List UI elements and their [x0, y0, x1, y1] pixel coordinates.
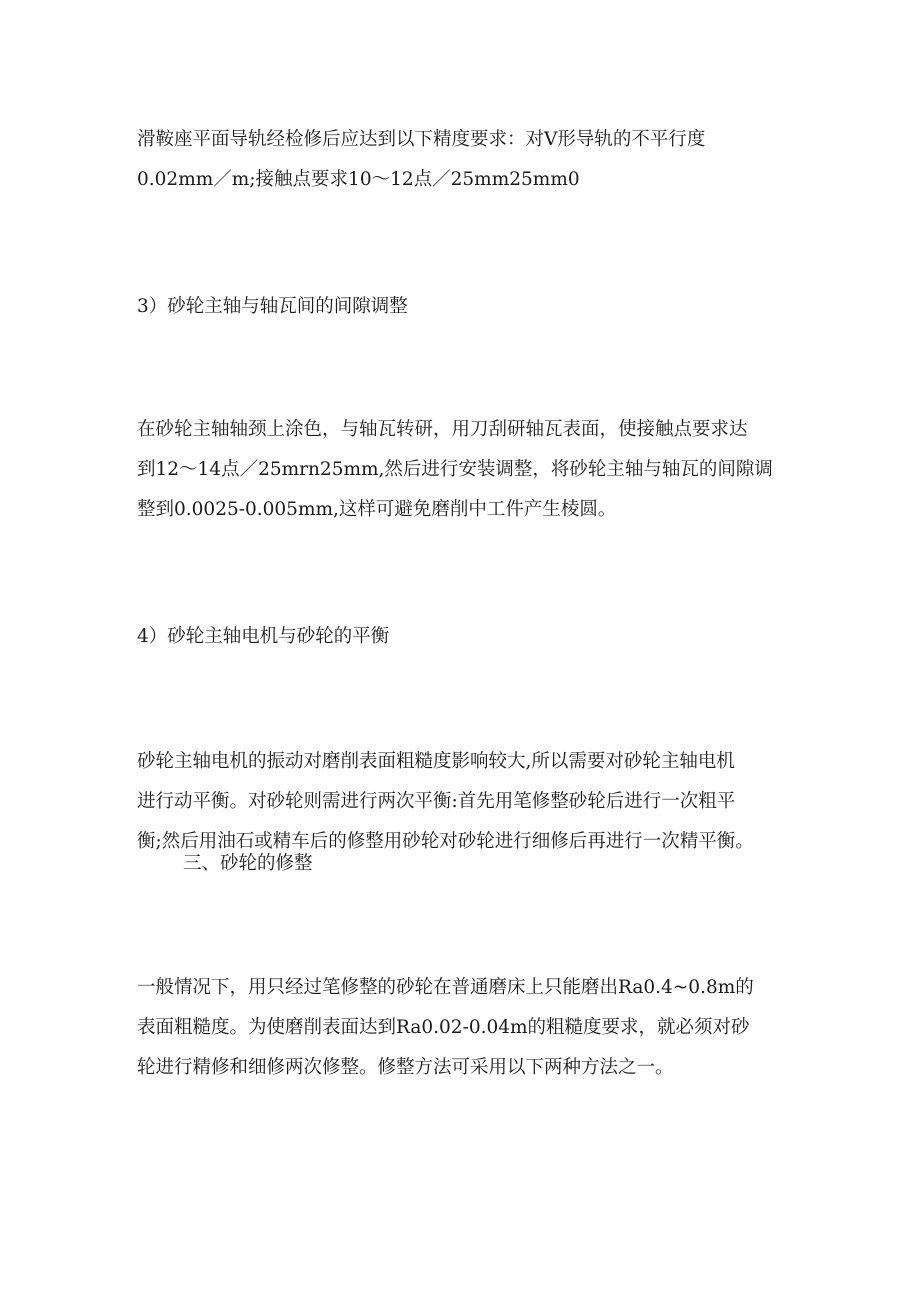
text-line: 表面粗糙度。为使磨削表面达到Ra0.02-0.04m的粗糙度要求，就必须对砂 — [137, 1017, 750, 1038]
heading-spindle-clearance: 3）砂轮主轴与轴瓦间的间隙调整 — [137, 296, 408, 317]
text-line: 整到0.0025-0.005mm,这样可避免磨削中工件产生棱圆。 — [137, 499, 617, 520]
text-line: 滑鞍座平面导轨经检修后应达到以下精度要求：对V形导轨的不平行度 — [137, 129, 706, 150]
text-line: 衡;然后用油石或精车后的修整用砂轮对砂轮进行细修后再进行一次精平衡。 — [137, 831, 754, 852]
text-line: 在砂轮主轴轴颈上涂色，与轴瓦转研，用刀刮研轴瓦表面，使接触点要求达 — [137, 419, 748, 440]
text-line: 到12～14点／25mrn25mm,然后进行安装调整，将砂轮主轴与轴瓦的间隙调 — [137, 459, 773, 480]
text-line: 砂轮主轴电机的振动对磨削表面粗糙度影响较大,所以需要对砂轮主轴电机 — [137, 751, 735, 772]
paragraph-dressing-methods — [137, 968, 797, 1088]
text-line: 一般情况下，用只经过笔修整的砂轮在普通磨床上只能磨出Ra0.4~0.8m的 — [137, 977, 754, 998]
text-line: 轮进行精修和细修两次修整。修整方法可采用以下两种方法之一。 — [137, 1057, 674, 1078]
text-line: 进行动平衡。对砂轮则需进行两次平衡:首先用笔修整砂轮后进行一次粗平 — [137, 791, 736, 812]
paragraph-guide-precision — [137, 120, 797, 200]
heading-motor-balance: 4）砂轮主轴电机与砂轮的平衡 — [137, 626, 390, 647]
section-heading-wheel-dressing: 三、砂轮的修整 — [183, 853, 313, 874]
paragraph-spindle-adjustment — [137, 410, 797, 530]
text-line: 0.02mm／m;接触点要求10～12点／25mm25mm0 — [137, 169, 580, 190]
